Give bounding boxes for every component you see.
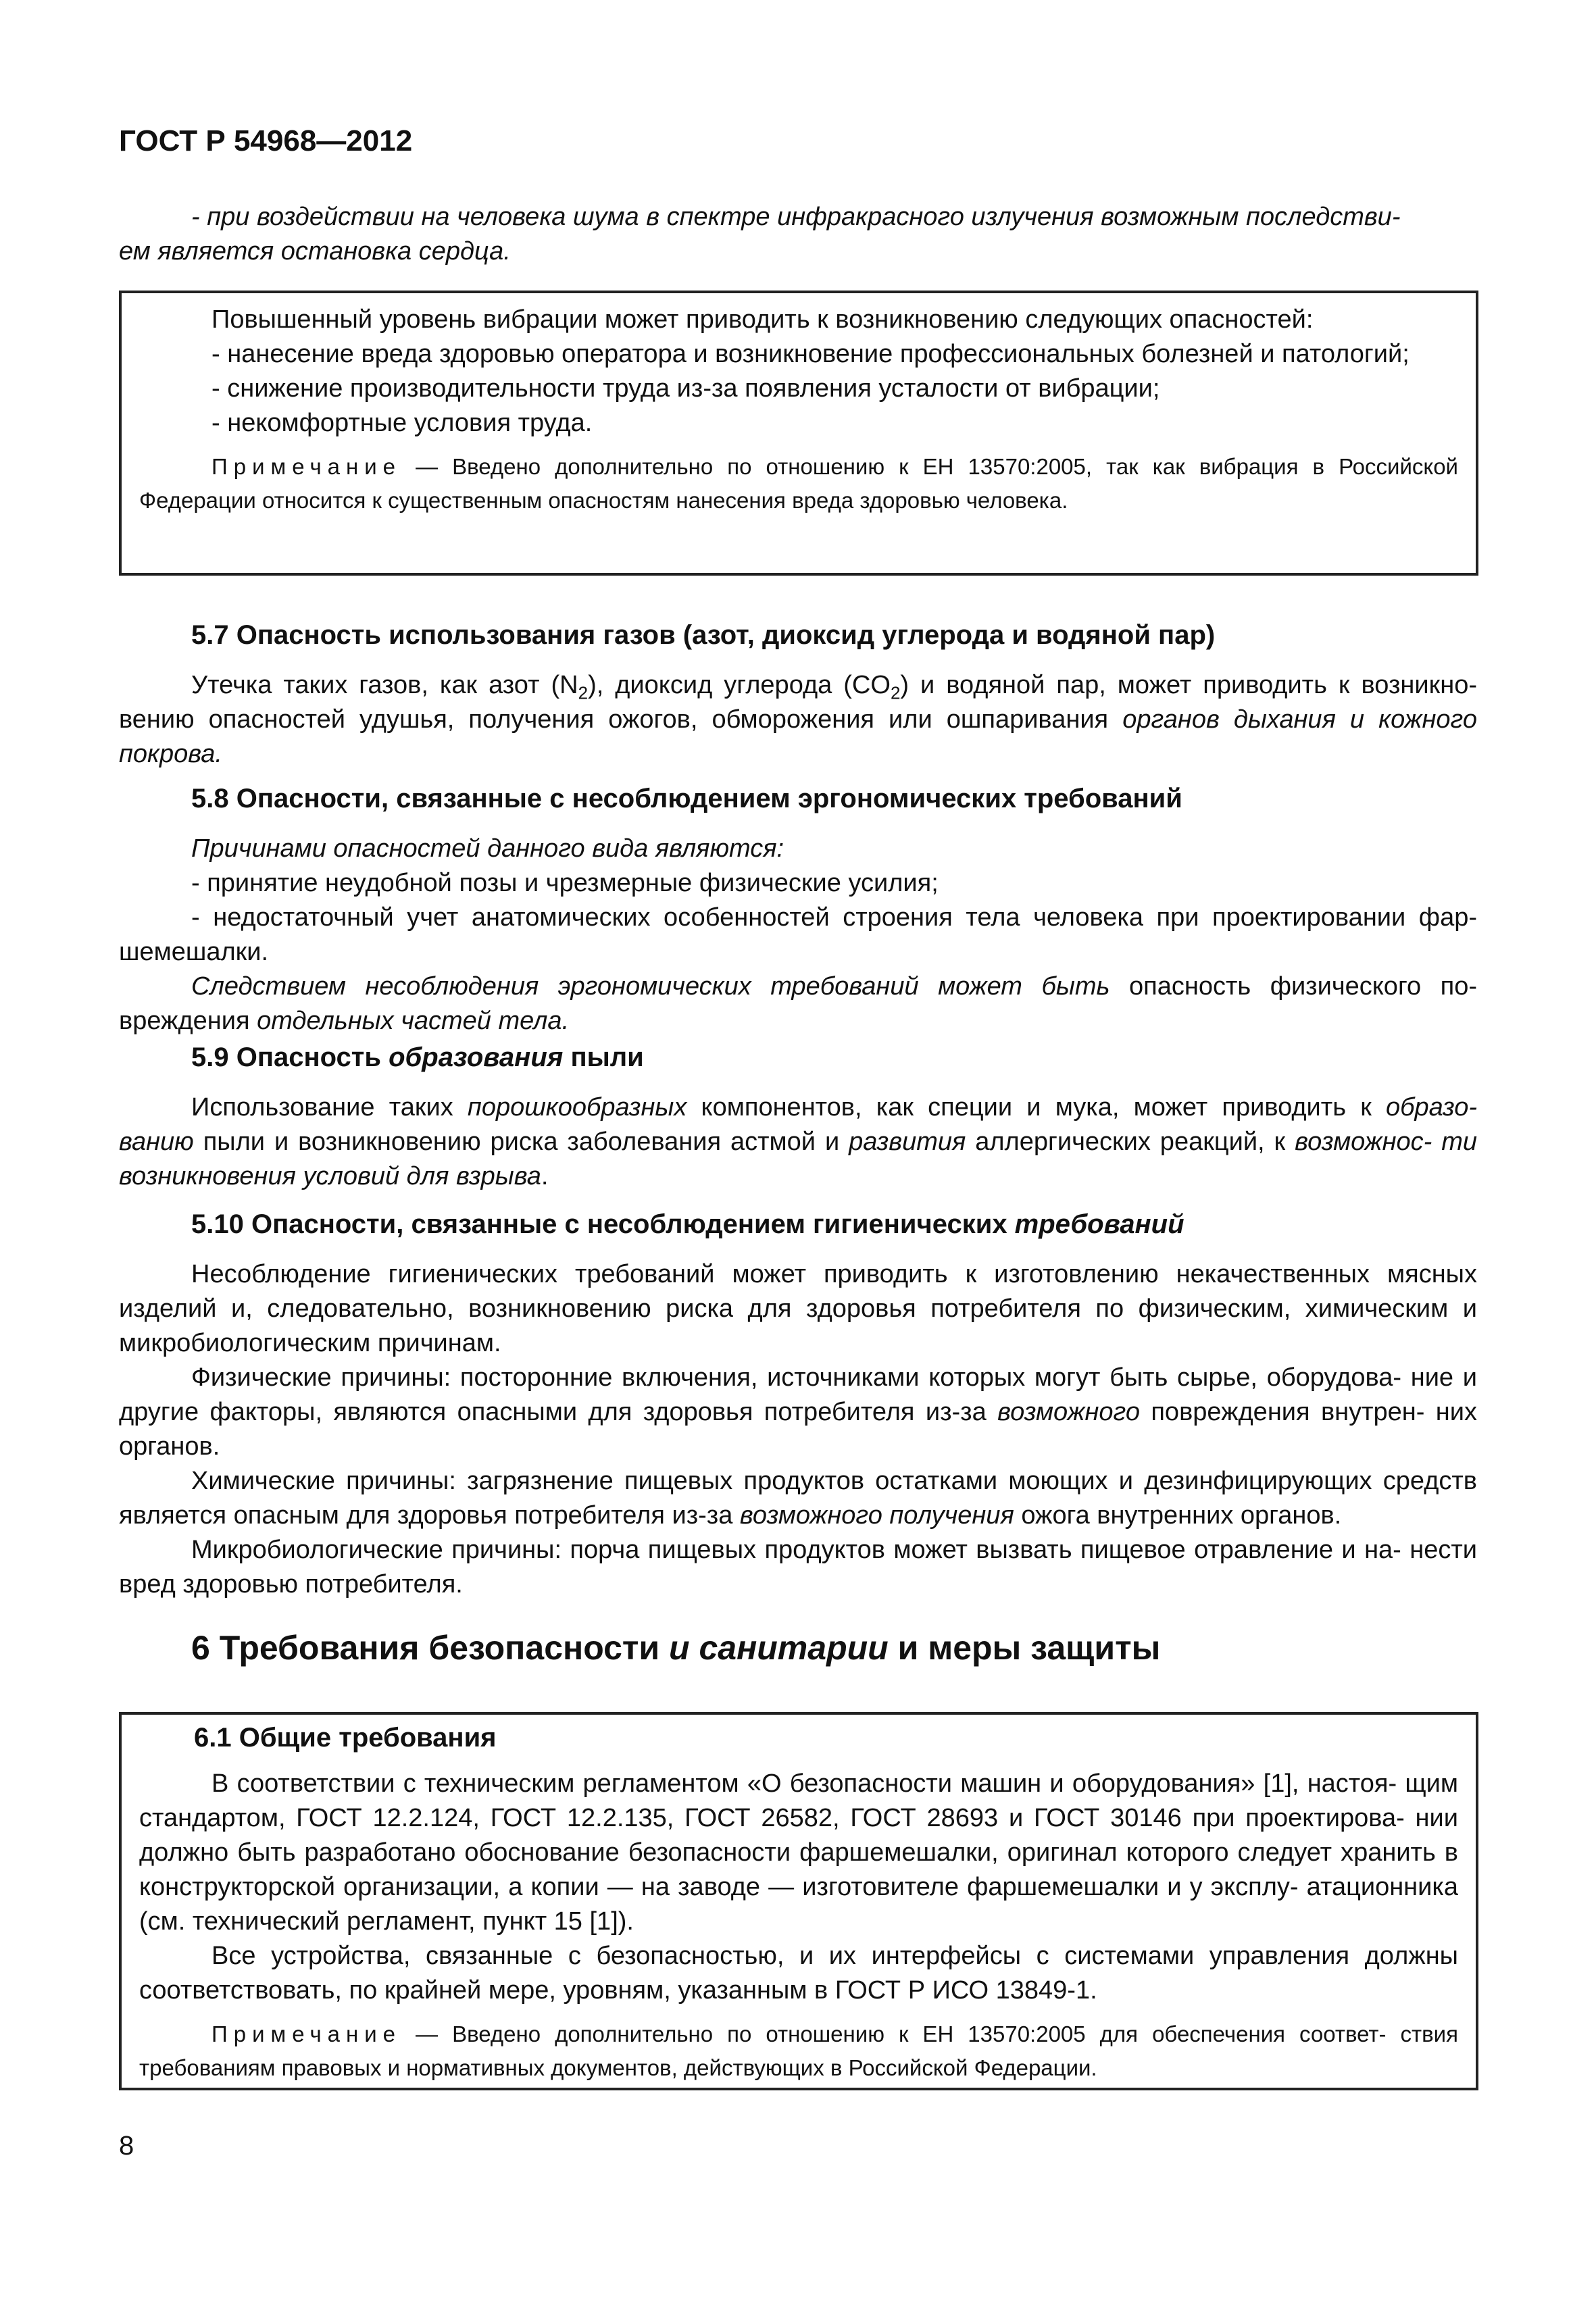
vibration-item-1: - нанесение вреда здоровью оператора и возникновение профессиональных болезней и патологий;: [211, 340, 1410, 368]
section-6-1-p1: В соответствии с техническим регламентом «О безопасности машин и оборудования» [1], настоя- щим стандартом, ГОСТ 12.2.124, ГОСТ 12.2.135, ГОСТ 26582, ГОСТ 28693 и ГОСТ 30146 при проектирова- нии должно быть разработано обоснование безопасности фаршемешалки, оригинал которого следует хранить в конструкторской организации, а копии — на заводе — изготовителе фаршемешалки и у эксплу- атационника (см. технический регламент, пункт 15 [1]).: [139, 1769, 1458, 1936]
section-6-1-note: [139, 2017, 1458, 2085]
general-requirements-box: [119, 1712, 1478, 2090]
section-5-9: [119, 1042, 1477, 1194]
section-5-9-text: Использование таких порошкообразных компонентов, как специи и мука, может приводить к образо- ванию пыли и возникновению риска заболевания астмой и развития аллергических реакций, к возможнос- ти возникновения условий для взрыва.: [119, 1093, 1478, 1190]
section-5-10-p3: Химические причины: загрязнение пищевых продуктов остатками моющих и дезинфицирующих средств является опасным для здоровья потребителя из-за возможного получения ожога внутренних органов.: [119, 1467, 1477, 1530]
section-5-10-heading: 5.10 Опасности, связанные с несоблюдением гигиенических требований: [191, 1209, 1184, 1239]
page-number: 8: [119, 2131, 134, 2161]
section-6-heading: 6 Требования безопасности и санитарии и меры защиты: [191, 1629, 1161, 1667]
section-5-10-p4: Микробиологические причины: порча пищевых продуктов может вызвать пищевое отравление и на- нести вред здоровью потребителя.: [119, 1536, 1477, 1599]
vibration-item-2: - снижение производительности труда из-за появления усталости от вибрации;: [211, 374, 1160, 403]
section-5-10-p2: Физические причины: посторонние включения, источниками которых могут быть сырье, оборудова- ние и другие факторы, являются опасными для здоровья потребителя из-за возможного повреждения внутрен- них органов.: [119, 1363, 1478, 1461]
section-5-8-lead: Причинами опасностей данного вида являются:: [191, 834, 784, 863]
document-header: ГОСТ Р 54968—2012: [119, 124, 413, 157]
intro-line-2: ем является остановка сердца.: [119, 237, 511, 266]
vibration-item-3: - некомфортные условия труда.: [211, 409, 593, 437]
section-5-8-consequence: Следствием несоблюдения эргономических требований может быть опасность физического по- вреждения отдельных частей тела.: [119, 972, 1477, 1035]
note-text: — Введено дополнительно по отношению к ЕН 13570:2005 для обеспечения соответ- ствия требованиям правовых и нормативных документов, действующих в Российской Федерации.: [139, 2021, 1458, 2080]
section-5-7-heading: 5.7 Опасность использования газов (азот, диоксид углерода и водяной пар): [191, 620, 1216, 650]
section-5-8: [119, 784, 1477, 1038]
note-label: Примечание: [211, 454, 402, 479]
section-5-10: [119, 1209, 1477, 1602]
note-label: Примечание: [211, 2021, 402, 2046]
section-5-10-p1: Несоблюдение гигиенических требований может приводить к изготовлению некачественных мясных изделий и, следовательно, возникновению риска для здоровья потребителя по физическим, химическим и микробиологическим причинам.: [119, 1260, 1477, 1357]
vibration-lead: Повышенный уровень вибрации может приводить к возникновению следующих опасностей:: [211, 305, 1314, 334]
section-5-7-text: Утечка таких газов, как азот $(N_2)$, диоксид углерода $(CO_2)$ и водяной пар, может приводить к возникно- вению опасностей удушья, получения ожогов, обморожения или ошпаривания органов дыхания и кожного покрова.: [119, 671, 1477, 768]
vibration-note: [139, 450, 1458, 518]
section-5-8-item-2: - недостаточный учет анатомических особенностей строения тела человека при проектировании фар- шемешалки.: [119, 903, 1477, 966]
section-5-7: [119, 620, 1477, 772]
intro-paragraph: [119, 200, 1477, 269]
section-5-8-heading: 5.8 Опасности, связанные с несоблюдением эргономических требований: [191, 784, 1182, 813]
vibration-box: [119, 291, 1478, 576]
section-6-1-p2: Все устройства, связанные с безопасностью, и их интерфейсы с системами управления должны соответствовать, по крайней мере, уровням, указанным в ГОСТ Р ИСО 13849-1.: [139, 1942, 1458, 2005]
section-6-1-heading: 6.1 Общие требования: [194, 1723, 497, 1753]
note-text: — Введено дополнительно по отношению к ЕН 13570:2005, так как вибрация в Российской Федерации относится к существенным опасностям нанесения вреда здоровью человека.: [139, 454, 1458, 513]
intro-line-1: - при воздействии на человека шума в спектре инфракрасного излучения возможным последстви-: [191, 203, 1401, 231]
section-5-8-item-1: - принятие неудобной позы и чрезмерные физические усилия;: [191, 869, 939, 897]
section-5-9-heading: 5.9 Опасность образования пыли: [191, 1042, 644, 1072]
